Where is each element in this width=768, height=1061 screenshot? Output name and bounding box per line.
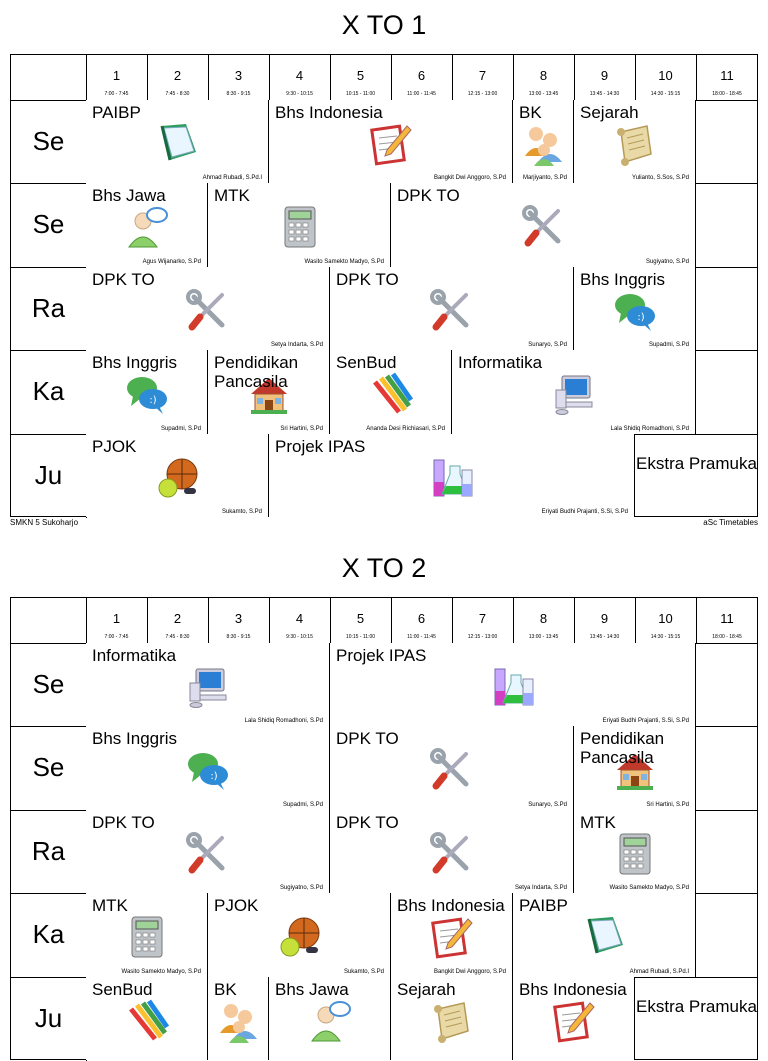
period-number: 5: [356, 611, 365, 626]
period-number: 4: [295, 68, 304, 83]
period-number: 11: [720, 68, 734, 83]
lesson-card[interactable]: [208, 350, 330, 433]
lesson-name: Projek IPAS: [275, 436, 366, 456]
teacher-name: Sunaryo, S.Pd: [528, 342, 567, 349]
lesson-name: Bhs Inggris: [92, 729, 178, 749]
lesson-card[interactable]: [86, 183, 208, 266]
lesson-card[interactable]: [86, 267, 330, 350]
period-header: [574, 55, 635, 100]
teacher-name: Sukamto, S.Pd: [221, 508, 262, 515]
tools-icon: [186, 832, 230, 876]
timetable-title: X TO 2: [341, 553, 427, 583]
period-time: 12:15 - 13:00: [467, 91, 498, 97]
period-time: 18:00 - 18:45: [712, 634, 742, 640]
period-header: [86, 55, 147, 100]
day-label: Se: [32, 752, 65, 783]
tools-icon: [430, 748, 474, 792]
teacher-name: Lala Shidiq Romadhoni, S.Pd: [610, 425, 689, 432]
period-number: 9: [600, 611, 609, 626]
teacher-name: Bangkit Dwi Anggoro, S.Pd: [433, 175, 506, 182]
teacher-name: Sugiyatno, S.Pd: [279, 885, 323, 892]
period-number: 10: [658, 611, 673, 626]
teacher-name: Bangkit Dwi Anggoro, S.Pd: [433, 968, 506, 975]
lesson-card[interactable]: [513, 977, 635, 1060]
users-icon: [217, 999, 261, 1043]
period-time: 10:15 - 11:00: [345, 91, 376, 97]
person-chat-icon: [308, 999, 352, 1043]
lesson-card[interactable]: [330, 726, 574, 809]
period-number: 3: [234, 611, 243, 626]
lesson-card[interactable]: [208, 893, 391, 976]
lesson-name: Bhs Jawa: [275, 979, 349, 999]
period-time: 12:15 - 13:00: [467, 634, 498, 640]
teacher-name: Supadmi, S.Pd: [648, 342, 689, 349]
period-header: [513, 598, 574, 643]
period-header: [635, 55, 696, 100]
period-time: 7:45 - 8:30: [165, 91, 190, 97]
lesson-name: BK: [214, 979, 237, 999]
teacher-name: Marjiyanto, S.Pd: [522, 175, 567, 182]
period-number: 5: [356, 68, 365, 83]
period-header: [269, 598, 330, 643]
teacher-name: Wasito Samekto Madyo, S.Pd: [121, 968, 201, 975]
lesson-card[interactable]: [330, 810, 574, 893]
lesson-card[interactable]: [86, 810, 330, 893]
period-header: [208, 598, 269, 643]
lesson-card[interactable]: [208, 183, 391, 266]
period-number: 7: [478, 611, 487, 626]
timetable-title: X TO 1: [341, 10, 427, 40]
notebook-icon: [583, 915, 627, 959]
period-number: 1: [112, 611, 121, 626]
teacher-name: Eriyati Budhi Prajanti, S.Si, S.Pd: [602, 718, 689, 725]
lesson-card[interactable]: [513, 893, 696, 976]
chat-bubbles-icon: [613, 289, 657, 333]
lesson-name: Pendidikan Pancasila: [580, 729, 665, 768]
teacher-name: Yulianto, S.Sos, S.Pd: [631, 175, 689, 182]
lesson-card[interactable]: [86, 350, 208, 433]
lesson-name: PJOK: [92, 436, 137, 456]
period-number: 10: [658, 68, 673, 83]
period-header: [208, 55, 269, 100]
period-header: [391, 598, 452, 643]
period-time: 13:45 - 14:30: [589, 634, 620, 640]
lesson-card[interactable]: [574, 100, 696, 183]
period-number: 7: [478, 68, 487, 83]
timetable-grid: [10, 54, 758, 517]
teacher-name: Ananda Desi Richiasari, S.Pd: [366, 425, 445, 432]
sports-balls-icon: [156, 456, 200, 500]
day-label: Ju: [34, 1002, 63, 1033]
period-time: 13:00 - 13:45: [528, 634, 559, 640]
lesson-card[interactable]: [391, 183, 696, 266]
lesson-name: MTK: [214, 186, 250, 206]
lesson-card[interactable]: [330, 643, 696, 726]
lesson-card[interactable]: [86, 726, 330, 809]
teacher-name: Ahmad Rubadi, S.Pd.I: [202, 175, 262, 182]
lab-flask-icon: [491, 665, 535, 709]
lesson-name: DPK TO: [336, 269, 399, 289]
lesson-name: PAIBP: [519, 896, 568, 916]
lesson-card[interactable]: [269, 977, 391, 1060]
chat-bubbles-icon: [125, 372, 169, 416]
period-time: 13:00 - 13:45: [528, 91, 559, 97]
lesson-name: Bhs Indonesia: [519, 979, 627, 999]
svg-text::): :): [210, 771, 218, 783]
lesson-card[interactable]: [86, 977, 208, 1060]
lesson-card[interactable]: [452, 350, 696, 433]
lesson-name: SenBud: [336, 353, 397, 373]
period-header: [574, 598, 635, 643]
lesson-name: Bhs Inggris: [580, 269, 666, 289]
day-label: Se: [32, 126, 65, 156]
lesson-name: Sejarah: [397, 979, 456, 999]
scroll-icon: [613, 122, 657, 166]
period-number: 8: [539, 611, 548, 626]
calculator-icon: [613, 832, 657, 876]
teacher-name: Ahmad Rubadi, S.Pd.I: [629, 968, 689, 975]
lesson-card[interactable]: [208, 977, 269, 1060]
period-number: 4: [295, 611, 304, 626]
period-number: 1: [112, 68, 121, 83]
lab-flask-icon: [430, 456, 474, 500]
teacher-name: Sugiyatno, S.Pd: [645, 258, 689, 265]
extracurricular-card[interactable]: Ekstra Pramuka: [636, 453, 757, 473]
period-number: 3: [234, 68, 243, 83]
teacher-name: Eriyati Budhi Prajanti, S.Si, S.Pd: [541, 508, 628, 515]
period-header: [391, 55, 452, 100]
period-time: 8:30 - 9:15: [226, 634, 251, 640]
lesson-card[interactable]: [574, 810, 696, 893]
notebook-icon: [156, 122, 200, 166]
period-header: [696, 598, 758, 643]
day-label: Ra: [31, 835, 66, 866]
period-time: 14:30 - 15:15: [650, 91, 681, 97]
pencil-paper-icon: [369, 122, 413, 166]
period-number: 2: [173, 611, 182, 626]
computer-icon: [186, 665, 230, 709]
teacher-name: Sri Hartini, S.Pd: [280, 425, 323, 432]
timetable-grid: [10, 597, 758, 1060]
svg-text::): :): [149, 395, 157, 407]
teacher-name: Sri Hartini, S.Pd: [646, 801, 689, 808]
lesson-card[interactable]: [86, 100, 269, 183]
pencil-paper-icon: [430, 915, 474, 959]
period-number: 6: [417, 68, 426, 83]
period-time: 11:00 - 11:45: [407, 91, 436, 97]
crayons-icon: [369, 372, 413, 416]
period-number: 6: [417, 611, 426, 626]
period-header: [330, 55, 391, 100]
tools-icon: [522, 205, 566, 249]
svg-text::): :): [637, 311, 645, 323]
teacher-name: Setya Indarta, S.Pd: [514, 885, 567, 892]
period-time: 7:00 - 7:45: [104, 91, 129, 97]
lesson-card[interactable]: [391, 977, 513, 1060]
period-number: 8: [539, 68, 548, 83]
teacher-name: Sukamto, S.Pd: [343, 968, 384, 975]
lesson-name: Informatika: [92, 646, 177, 665]
period-number: 2: [173, 68, 182, 83]
teacher-name: Agus Wijanarko, S.Pd: [142, 258, 201, 265]
sports-balls-icon: [278, 915, 322, 959]
lesson-card[interactable]: [269, 434, 635, 517]
lesson-card[interactable]: [330, 350, 452, 433]
day-label: Ka: [32, 376, 65, 407]
lesson-name: Bhs Indonesia: [397, 896, 505, 916]
lesson-card[interactable]: [269, 100, 513, 183]
period-time: 9:30 - 10:15: [286, 91, 313, 97]
lesson-name: MTK: [580, 812, 616, 832]
pencil-paper-icon: [552, 999, 596, 1043]
period-time: 18:00 - 18:45: [712, 91, 742, 97]
footer-school: SMKN 5 Sukoharjo: [10, 518, 79, 527]
extracurricular-card[interactable]: Ekstra Pramuka: [636, 996, 757, 1016]
lesson-name: DPK TO: [336, 812, 399, 832]
lesson-name: Pendidikan Pancasila: [214, 353, 299, 392]
period-header: [86, 598, 147, 643]
teacher-name: Supadmi, S.Pd: [160, 425, 201, 432]
lesson-name: Projek IPAS: [336, 646, 427, 665]
period-time: 7:45 - 8:30: [165, 634, 190, 640]
teacher-name: Supadmi, S.Pd: [282, 801, 323, 808]
lesson-name: Bhs Inggris: [92, 353, 178, 373]
calculator-icon: [125, 915, 169, 959]
period-time: 14:30 - 15:15: [650, 634, 681, 640]
day-label: Ju: [34, 459, 63, 490]
period-header: [147, 598, 208, 643]
lesson-card[interactable]: [574, 267, 696, 350]
period-time: 7:00 - 7:45: [104, 634, 129, 640]
tools-icon: [186, 289, 230, 333]
lesson-name: DPK TO: [336, 729, 399, 749]
teacher-name: Lala Shidiq Romadhoni, S.Pd: [244, 718, 323, 725]
lesson-name: DPK TO: [92, 812, 155, 832]
person-chat-icon: [125, 205, 169, 249]
day-label: Se: [32, 669, 65, 699]
lesson-name: SenBud: [92, 979, 153, 999]
day-label: Se: [32, 209, 65, 240]
day-label: Ka: [32, 919, 65, 950]
lesson-name: PJOK: [214, 896, 259, 916]
period-header: [452, 55, 513, 100]
lesson-card[interactable]: [574, 726, 696, 809]
lesson-name: PAIBP: [92, 103, 141, 122]
period-number: 11: [720, 611, 734, 626]
lesson-name: Bhs Jawa: [92, 186, 166, 206]
tools-icon: [430, 289, 474, 333]
lesson-card[interactable]: [86, 893, 208, 976]
period-time: 11:00 - 11:45: [407, 634, 436, 640]
period-header: [269, 55, 330, 100]
period-number: 9: [600, 68, 609, 83]
computer-icon: [552, 372, 596, 416]
lesson-card[interactable]: [86, 643, 330, 726]
teacher-name: Sunaryo, S.Pd: [528, 801, 567, 808]
scroll-icon: [430, 999, 474, 1043]
period-time: 8:30 - 9:15: [226, 91, 251, 97]
lesson-name: DPK TO: [92, 269, 155, 289]
lesson-name: BK: [519, 103, 542, 122]
period-header: [513, 55, 574, 100]
lesson-name: DPK TO: [397, 186, 460, 206]
period-header: [147, 55, 208, 100]
lesson-name: Bhs Indonesia: [275, 103, 383, 122]
period-header: [452, 598, 513, 643]
users-icon: [522, 122, 566, 166]
teacher-name: Wasito Samekto Madyo, S.Pd: [304, 258, 384, 265]
period-time: 13:45 - 14:30: [589, 91, 620, 97]
footer-software: aSc Timetables: [703, 518, 758, 527]
day-label: Ra: [31, 292, 66, 323]
period-header: [696, 55, 758, 100]
period-time: 9:30 - 10:15: [286, 634, 313, 640]
lesson-card[interactable]: [513, 100, 574, 183]
chat-bubbles-icon: [186, 748, 230, 792]
period-header: [635, 598, 696, 643]
teacher-name: Setya Indarta, S.Pd: [270, 342, 323, 349]
lesson-name: Informatika: [458, 353, 543, 373]
lesson-card[interactable]: [86, 434, 269, 517]
teacher-name: Wasito Samekto Madyo, S.Pd: [609, 885, 689, 892]
period-time: 10:15 - 11:00: [345, 634, 376, 640]
lesson-card[interactable]: [391, 893, 513, 976]
crayons-icon: [125, 999, 169, 1043]
period-header: [330, 598, 391, 643]
calculator-icon: [278, 205, 322, 249]
lesson-name: Sejarah: [580, 103, 639, 122]
lesson-name: MTK: [92, 896, 128, 916]
tools-icon: [430, 832, 474, 876]
lesson-card[interactable]: [330, 267, 574, 350]
